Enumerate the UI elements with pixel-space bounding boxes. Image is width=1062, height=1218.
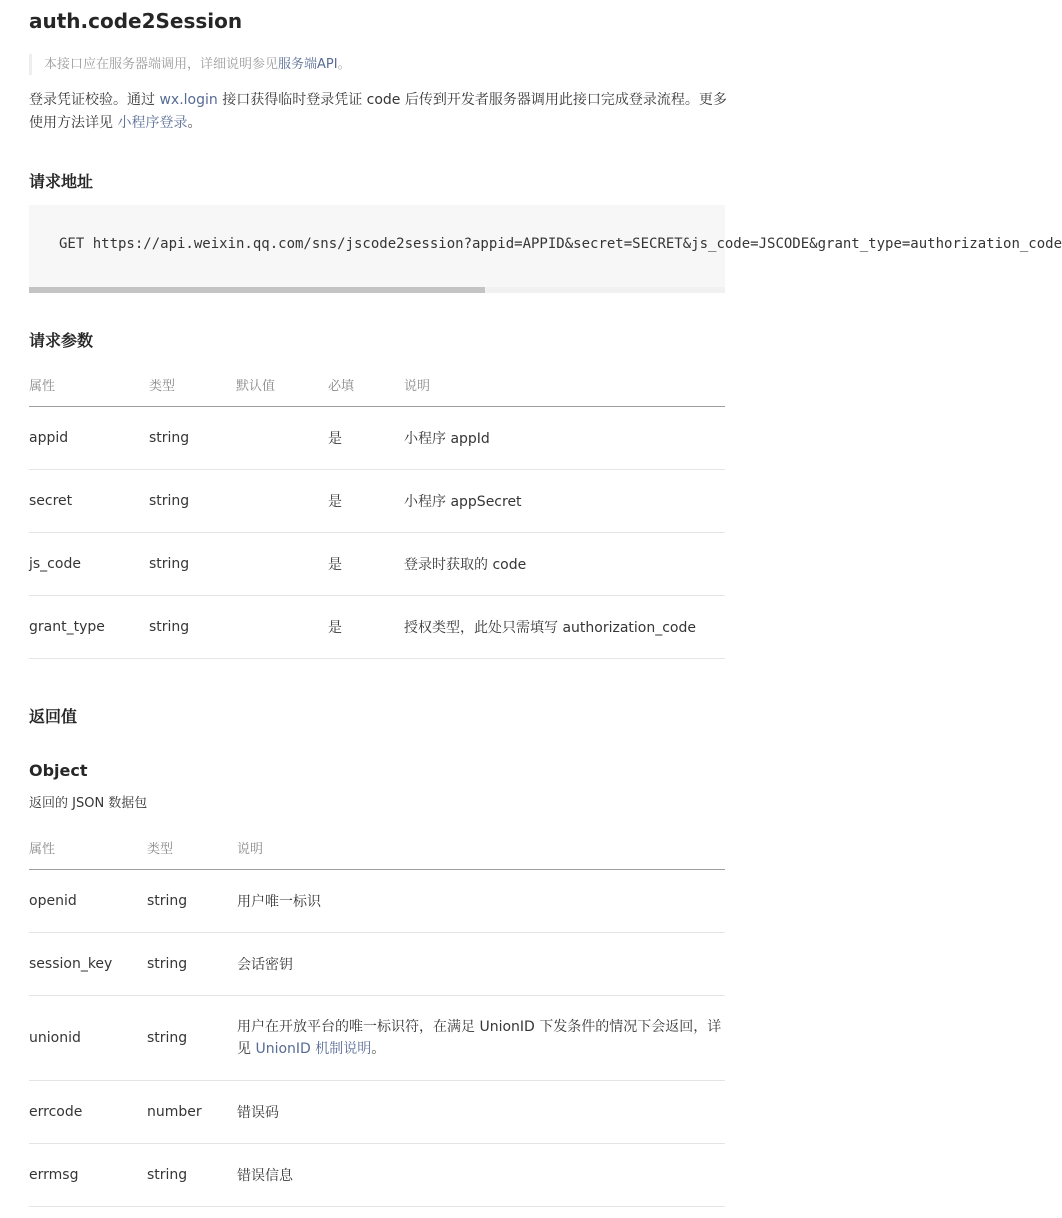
param-desc: 小程序 appId: [404, 431, 490, 447]
code-horizontal-scrollbar[interactable]: [29, 287, 725, 293]
table-row: [29, 470, 725, 533]
field-name: unionid: [29, 1030, 81, 1046]
param-type: string: [149, 430, 190, 446]
return-value-table: [29, 826, 725, 1207]
table-row: [29, 996, 725, 1081]
request-url-heading: 请求地址: [29, 172, 94, 191]
param-required: 是: [328, 620, 342, 636]
field-desc: 错误码: [237, 1105, 279, 1121]
table-row: [29, 407, 725, 470]
param-name: appid: [29, 430, 69, 446]
intro-text-2: 接口获得临时登录凭证 code 后传到开发者服务器调用此接口完成登录流程。更多: [217, 92, 727, 108]
request-params-heading: 请求参数: [29, 331, 94, 350]
param-name: js_code: [29, 556, 81, 572]
param-required: 是: [328, 431, 342, 447]
field-type: string: [147, 893, 188, 909]
col-header-attr: 属性: [29, 842, 56, 857]
field-name: errmsg: [29, 1167, 79, 1183]
request-url-code-block[interactable]: [29, 205, 1062, 287]
param-name: secret: [29, 493, 73, 509]
field-type: string: [147, 956, 188, 972]
page-title: auth.code2Session: [29, 9, 243, 33]
param-desc: 小程序 appSecret: [404, 494, 522, 510]
table-row: [29, 933, 725, 996]
wx-login-link[interactable]: wx.login: [159, 92, 218, 108]
miniprogram-login-link[interactable]: 小程序登录: [117, 115, 188, 131]
object-heading: Object: [29, 761, 88, 780]
unionid-desc-prefix: 见: [237, 1041, 256, 1057]
field-name: errcode: [29, 1104, 83, 1120]
intro-line-1: [29, 89, 725, 112]
param-type: string: [149, 493, 190, 509]
param-required: 是: [328, 557, 342, 573]
table-row: [29, 533, 725, 596]
intro-text-1: 登录凭证校验。通过: [29, 92, 160, 108]
return-value-heading: 返回值: [29, 707, 78, 726]
unionid-mechanism-link[interactable]: UnionID 机制说明: [255, 1041, 372, 1057]
field-desc: 错误信息: [237, 1168, 293, 1184]
intro-paragraph: [29, 89, 725, 135]
col-header-default: 默认值: [236, 379, 276, 394]
col-header-required: 必填: [328, 379, 355, 394]
col-header-desc: 说明: [404, 379, 431, 394]
table-row: [29, 596, 725, 659]
field-type: string: [147, 1167, 188, 1183]
object-description: 返回的 JSON 数据包: [29, 796, 148, 811]
param-name: grant_type: [29, 619, 105, 635]
field-desc: 会话密钥: [237, 957, 293, 973]
table-row: [29, 1081, 725, 1144]
notice-tail: 。: [337, 57, 351, 72]
intro-line-2: [29, 112, 725, 135]
table-header: [29, 826, 725, 870]
param-type: string: [149, 556, 190, 572]
field-name: openid: [29, 893, 77, 909]
field-desc: 用户唯一标识: [237, 894, 321, 910]
field-type: number: [147, 1104, 202, 1120]
field-type: string: [147, 1030, 188, 1046]
intro-text-3: 使用方法详见: [29, 115, 118, 131]
table-header: [29, 363, 725, 407]
unionid-desc-line-1: 用户在开放平台的唯一标识符，在满足 UnionID 下发条件的情况下会返回，详: [237, 1019, 722, 1035]
param-required: 是: [328, 494, 342, 510]
server-side-notice: [29, 54, 725, 75]
field-name: session_key: [29, 956, 113, 972]
request-url-code: GET https://api.weixin.qq.com/sns/jscode2session?appid=APPID&secret=SECRET&js_code=JSCODE&grant_type=authorization_code: [59, 236, 1062, 252]
intro-text-4: 。: [187, 115, 202, 131]
col-header-desc: 说明: [237, 842, 264, 857]
col-header-type: 类型: [147, 842, 174, 857]
table-row: [29, 1144, 725, 1207]
unionid-desc-line-2: [237, 1038, 385, 1060]
server-api-link[interactable]: 服务端API: [278, 57, 338, 72]
field-desc: [237, 996, 725, 1080]
param-type: string: [149, 619, 190, 635]
code-scrollbar-thumb[interactable]: [29, 287, 485, 293]
col-header-type: 类型: [149, 379, 176, 394]
param-desc: 授权类型，此处只需填写 authorization_code: [404, 620, 696, 636]
unionid-desc-tail: 。: [371, 1041, 386, 1057]
table-row: [29, 870, 725, 933]
notice-text: 本接口应在服务器端调用，详细说明参见: [44, 57, 279, 72]
col-header-attr: 属性: [29, 379, 56, 394]
request-params-table: [29, 363, 725, 659]
param-desc: 登录时获取的 code: [404, 557, 527, 573]
